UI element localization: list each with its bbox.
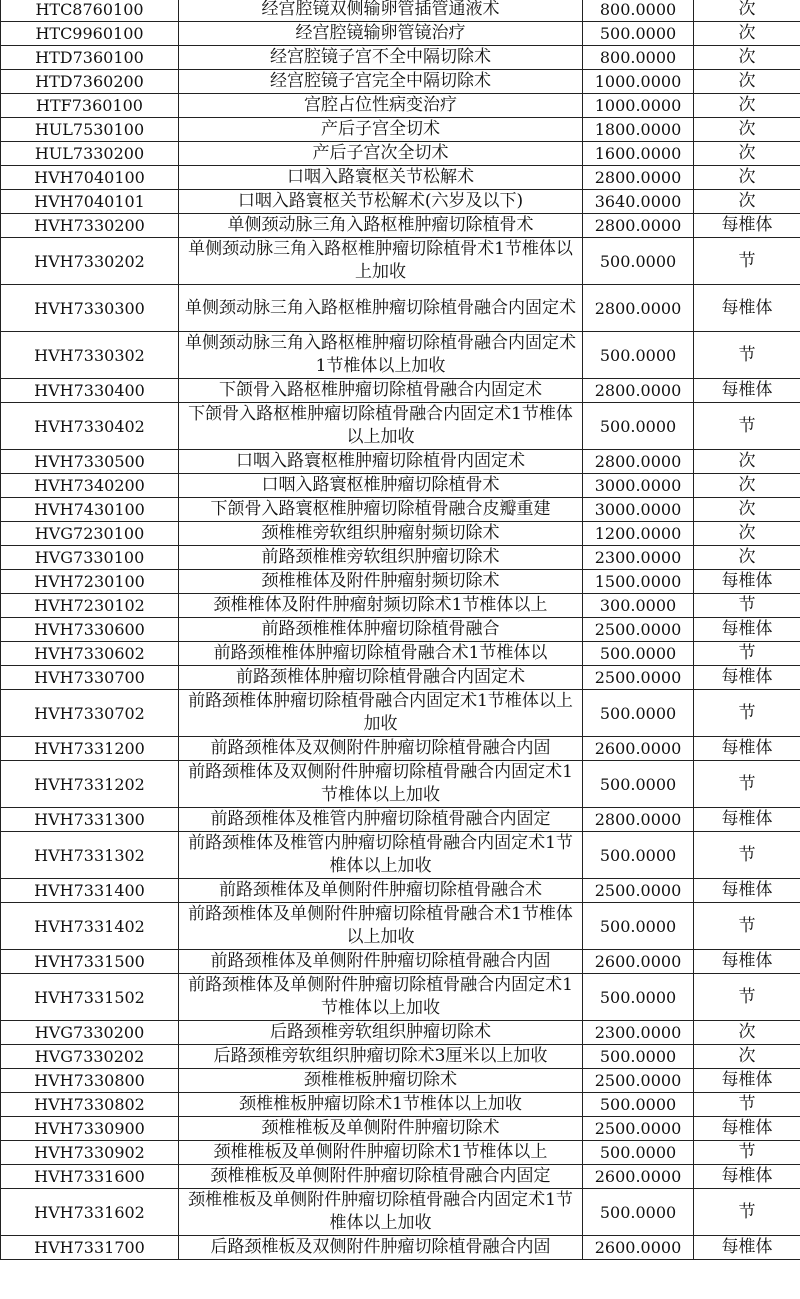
item-code-cell: HVH7430100 bbox=[1, 498, 179, 522]
item-code-cell: HVH7330500 bbox=[1, 450, 179, 474]
item-name-cell: 经宫腔镜输卵管镜治疗 bbox=[179, 22, 583, 46]
item-code-cell: HTD7360100 bbox=[1, 46, 179, 70]
item-unit-cell: 次 bbox=[694, 1021, 800, 1045]
item-unit-cell: 节 bbox=[694, 1189, 800, 1236]
table-row bbox=[1, 1141, 800, 1165]
item-code-cell: HVH7330300 bbox=[1, 285, 179, 332]
item-code-cell: HVH7330400 bbox=[1, 379, 179, 403]
item-name-cell: 颈椎椎体及附件肿瘤射频切除术 bbox=[179, 570, 583, 594]
fee-table-body bbox=[1, 0, 800, 1260]
table-row bbox=[1, 832, 800, 879]
item-name-cell: 单侧颈动脉三角入路枢椎肿瘤切除植骨融合内固定术1节椎体以上加收 bbox=[179, 332, 583, 379]
item-name-cell: 下颌骨入路枢椎肿瘤切除植骨融合内固定术 bbox=[179, 379, 583, 403]
item-code-cell: HVH7330600 bbox=[1, 618, 179, 642]
item-unit-cell: 节 bbox=[694, 832, 800, 879]
item-name-cell: 颈椎椎板及单侧附件肿瘤切除植骨融合内固定术1节椎体以上加收 bbox=[179, 1189, 583, 1236]
item-price-cell: 2800.0000 bbox=[583, 166, 694, 190]
item-code-cell: HVH7331502 bbox=[1, 974, 179, 1021]
item-name-cell: 前路颈椎体及椎管内肿瘤切除植骨融合内固定 bbox=[179, 808, 583, 832]
table-row bbox=[1, 546, 800, 570]
item-code-cell: HVH7330802 bbox=[1, 1093, 179, 1117]
item-price-cell: 500.0000 bbox=[583, 903, 694, 950]
item-price-cell: 2500.0000 bbox=[583, 666, 694, 690]
item-unit-cell: 次 bbox=[694, 22, 800, 46]
item-code-cell: HVG7330202 bbox=[1, 1045, 179, 1069]
item-unit-cell: 节 bbox=[694, 238, 800, 285]
item-unit-cell: 每椎体 bbox=[694, 1117, 800, 1141]
item-code-cell: HVH7331302 bbox=[1, 832, 179, 879]
item-code-cell: HVH7331600 bbox=[1, 1165, 179, 1189]
item-price-cell: 2300.0000 bbox=[583, 546, 694, 570]
table-row bbox=[1, 642, 800, 666]
item-unit-cell: 节 bbox=[694, 332, 800, 379]
table-row bbox=[1, 1021, 800, 1045]
item-code-cell: HVG7330200 bbox=[1, 1021, 179, 1045]
item-price-cell: 2600.0000 bbox=[583, 737, 694, 761]
item-name-cell: 口咽入路寰枢椎肿瘤切除植骨内固定术 bbox=[179, 450, 583, 474]
item-price-cell: 1600.0000 bbox=[583, 142, 694, 166]
item-code-cell: HVH7330702 bbox=[1, 690, 179, 737]
item-unit-cell: 每椎体 bbox=[694, 285, 800, 332]
item-unit-cell: 每椎体 bbox=[694, 570, 800, 594]
item-unit-cell: 每椎体 bbox=[694, 1236, 800, 1260]
table-row bbox=[1, 690, 800, 737]
table-row bbox=[1, 1236, 800, 1260]
item-code-cell: HUL7330200 bbox=[1, 142, 179, 166]
item-price-cell: 3000.0000 bbox=[583, 498, 694, 522]
item-code-cell: HVH7331700 bbox=[1, 1236, 179, 1260]
item-unit-cell: 每椎体 bbox=[694, 618, 800, 642]
item-code-cell: HVH7331300 bbox=[1, 808, 179, 832]
item-name-cell: 口咽入路寰枢关节松解术 bbox=[179, 166, 583, 190]
item-unit-cell: 节 bbox=[694, 403, 800, 450]
item-unit-cell: 节 bbox=[694, 690, 800, 737]
item-unit-cell: 每椎体 bbox=[694, 950, 800, 974]
item-code-cell: HVH7331602 bbox=[1, 1189, 179, 1236]
item-price-cell: 2600.0000 bbox=[583, 1165, 694, 1189]
table-row bbox=[1, 118, 800, 142]
item-code-cell: HVH7330202 bbox=[1, 238, 179, 285]
item-price-cell: 2500.0000 bbox=[583, 879, 694, 903]
item-price-cell: 500.0000 bbox=[583, 761, 694, 808]
item-name-cell: 颈椎椎板及单侧附件肿瘤切除植骨融合内固定 bbox=[179, 1165, 583, 1189]
table-row bbox=[1, 403, 800, 450]
item-code-cell: HVH7330602 bbox=[1, 642, 179, 666]
table-row bbox=[1, 1045, 800, 1069]
item-price-cell: 800.0000 bbox=[583, 46, 694, 70]
item-price-cell: 2300.0000 bbox=[583, 1021, 694, 1045]
item-name-cell: 后路颈椎旁软组织肿瘤切除术3厘米以上加收 bbox=[179, 1045, 583, 1069]
item-price-cell: 300.0000 bbox=[583, 594, 694, 618]
item-name-cell: 后路颈椎旁软组织肿瘤切除术 bbox=[179, 1021, 583, 1045]
item-name-cell: 颈椎椎板及单侧附件肿瘤切除术1节椎体以上 bbox=[179, 1141, 583, 1165]
table-row bbox=[1, 594, 800, 618]
table-row bbox=[1, 379, 800, 403]
table-row bbox=[1, 285, 800, 332]
item-unit-cell: 节 bbox=[694, 642, 800, 666]
item-price-cell: 2800.0000 bbox=[583, 450, 694, 474]
item-unit-cell: 每椎体 bbox=[694, 666, 800, 690]
item-price-cell: 1000.0000 bbox=[583, 70, 694, 94]
item-name-cell: 下颌骨入路寰枢椎肿瘤切除植骨融合皮瓣重建 bbox=[179, 498, 583, 522]
item-unit-cell: 节 bbox=[694, 594, 800, 618]
table-row bbox=[1, 737, 800, 761]
item-code-cell: HVH7331200 bbox=[1, 737, 179, 761]
item-code-cell: HVH7330200 bbox=[1, 214, 179, 238]
item-name-cell: 颈椎椎板及单侧附件肿瘤切除术 bbox=[179, 1117, 583, 1141]
item-code-cell: HVH7330700 bbox=[1, 666, 179, 690]
item-unit-cell: 每椎体 bbox=[694, 214, 800, 238]
item-name-cell: 前路颈椎体及双侧附件肿瘤切除植骨融合内固 bbox=[179, 737, 583, 761]
item-price-cell: 800.0000 bbox=[583, 0, 694, 22]
item-name-cell: 产后子宫次全切术 bbox=[179, 142, 583, 166]
table-row bbox=[1, 474, 800, 498]
item-price-cell: 500.0000 bbox=[583, 22, 694, 46]
item-code-cell: HVH7330800 bbox=[1, 1069, 179, 1093]
item-name-cell: 后路颈椎板及双侧附件肿瘤切除植骨融合内固 bbox=[179, 1236, 583, 1260]
item-name-cell: 颈椎椎旁软组织肿瘤射频切除术 bbox=[179, 522, 583, 546]
item-name-cell: 单侧颈动脉三角入路枢椎肿瘤切除植骨术 bbox=[179, 214, 583, 238]
table-row bbox=[1, 974, 800, 1021]
table-row bbox=[1, 1189, 800, 1236]
item-name-cell: 宫腔占位性病变治疗 bbox=[179, 94, 583, 118]
item-code-cell: HTC9960100 bbox=[1, 22, 179, 46]
table-row bbox=[1, 70, 800, 94]
item-name-cell: 经宫腔镜子宫不全中隔切除术 bbox=[179, 46, 583, 70]
table-row bbox=[1, 190, 800, 214]
item-price-cell: 3000.0000 bbox=[583, 474, 694, 498]
item-unit-cell: 次 bbox=[694, 450, 800, 474]
item-price-cell: 1200.0000 bbox=[583, 522, 694, 546]
item-price-cell: 500.0000 bbox=[583, 832, 694, 879]
table-row bbox=[1, 761, 800, 808]
item-code-cell: HVH7230100 bbox=[1, 570, 179, 594]
item-price-cell: 1800.0000 bbox=[583, 118, 694, 142]
item-name-cell: 前路颈椎椎旁软组织肿瘤切除术 bbox=[179, 546, 583, 570]
table-row bbox=[1, 666, 800, 690]
item-name-cell: 前路颈椎体肿瘤切除植骨融合内固定术1节椎体以上加收 bbox=[179, 690, 583, 737]
item-code-cell: HUL7530100 bbox=[1, 118, 179, 142]
table-row bbox=[1, 808, 800, 832]
item-unit-cell: 次 bbox=[694, 46, 800, 70]
table-row bbox=[1, 1165, 800, 1189]
item-code-cell: HTF7360100 bbox=[1, 94, 179, 118]
item-code-cell: HVH7330902 bbox=[1, 1141, 179, 1165]
item-price-cell: 2800.0000 bbox=[583, 379, 694, 403]
item-code-cell: HVH7331400 bbox=[1, 879, 179, 903]
table-row bbox=[1, 0, 800, 22]
item-name-cell: 颈椎椎体及附件肿瘤射频切除术1节椎体以上 bbox=[179, 594, 583, 618]
item-code-cell: HVH7330402 bbox=[1, 403, 179, 450]
item-price-cell: 1500.0000 bbox=[583, 570, 694, 594]
table-row bbox=[1, 238, 800, 285]
item-code-cell: HVH7330302 bbox=[1, 332, 179, 379]
item-name-cell: 前路颈椎体肿瘤切除植骨融合内固定术 bbox=[179, 666, 583, 690]
item-code-cell: HVH7040101 bbox=[1, 190, 179, 214]
item-name-cell: 单侧颈动脉三角入路枢椎肿瘤切除植骨术1节椎体以上加收 bbox=[179, 238, 583, 285]
item-unit-cell: 每椎体 bbox=[694, 879, 800, 903]
item-code-cell: HVH7340200 bbox=[1, 474, 179, 498]
item-unit-cell: 次 bbox=[694, 94, 800, 118]
item-code-cell: HVH7330900 bbox=[1, 1117, 179, 1141]
item-price-cell: 3640.0000 bbox=[583, 190, 694, 214]
item-price-cell: 500.0000 bbox=[583, 690, 694, 737]
item-price-cell: 2500.0000 bbox=[583, 1069, 694, 1093]
table-row bbox=[1, 22, 800, 46]
item-price-cell: 1000.0000 bbox=[583, 94, 694, 118]
table-row bbox=[1, 950, 800, 974]
item-unit-cell: 次 bbox=[694, 0, 800, 22]
item-price-cell: 500.0000 bbox=[583, 642, 694, 666]
table-row bbox=[1, 903, 800, 950]
item-code-cell: HVG7330100 bbox=[1, 546, 179, 570]
item-price-cell: 2600.0000 bbox=[583, 1236, 694, 1260]
item-name-cell: 前路颈椎体及单侧附件肿瘤切除植骨融合术1节椎体以上加收 bbox=[179, 903, 583, 950]
table-row bbox=[1, 879, 800, 903]
item-unit-cell: 次 bbox=[694, 498, 800, 522]
item-unit-cell: 次 bbox=[694, 166, 800, 190]
item-code-cell: HVH7331202 bbox=[1, 761, 179, 808]
item-price-cell: 500.0000 bbox=[583, 974, 694, 1021]
table-row bbox=[1, 94, 800, 118]
item-price-cell: 500.0000 bbox=[583, 1141, 694, 1165]
table-row bbox=[1, 1069, 800, 1093]
item-unit-cell: 次 bbox=[694, 1045, 800, 1069]
item-unit-cell: 每椎体 bbox=[694, 808, 800, 832]
item-unit-cell: 节 bbox=[694, 974, 800, 1021]
item-name-cell: 颈椎椎板肿瘤切除术 bbox=[179, 1069, 583, 1093]
item-price-cell: 500.0000 bbox=[583, 403, 694, 450]
item-name-cell: 口咽入路寰枢关节松解术(六岁及以下) bbox=[179, 190, 583, 214]
item-unit-cell: 节 bbox=[694, 903, 800, 950]
item-code-cell: HTC8760100 bbox=[1, 0, 179, 22]
item-price-cell: 500.0000 bbox=[583, 238, 694, 285]
item-unit-cell: 每椎体 bbox=[694, 379, 800, 403]
item-price-cell: 500.0000 bbox=[583, 1093, 694, 1117]
item-unit-cell: 每椎体 bbox=[694, 1165, 800, 1189]
table-row bbox=[1, 450, 800, 474]
item-price-cell: 2800.0000 bbox=[583, 214, 694, 238]
item-unit-cell: 每椎体 bbox=[694, 737, 800, 761]
item-price-cell: 500.0000 bbox=[583, 1045, 694, 1069]
item-name-cell: 前路颈椎体及椎管内肿瘤切除植骨融合内固定术1节椎体以上加收 bbox=[179, 832, 583, 879]
table-row bbox=[1, 142, 800, 166]
table-row bbox=[1, 1117, 800, 1141]
item-price-cell: 500.0000 bbox=[583, 1189, 694, 1236]
item-unit-cell: 节 bbox=[694, 761, 800, 808]
item-name-cell: 前路颈椎体及单侧附件肿瘤切除植骨融合内固定术1节椎体以上加收 bbox=[179, 974, 583, 1021]
item-name-cell: 颈椎椎板肿瘤切除术1节椎体以上加收 bbox=[179, 1093, 583, 1117]
item-code-cell: HVH7331402 bbox=[1, 903, 179, 950]
item-unit-cell: 每椎体 bbox=[694, 1069, 800, 1093]
item-name-cell: 前路颈椎椎体肿瘤切除植骨融合 bbox=[179, 618, 583, 642]
item-price-cell: 2500.0000 bbox=[583, 618, 694, 642]
item-unit-cell: 次 bbox=[694, 546, 800, 570]
table-row bbox=[1, 166, 800, 190]
item-unit-cell: 次 bbox=[694, 190, 800, 214]
item-name-cell: 口咽入路寰枢椎肿瘤切除植骨术 bbox=[179, 474, 583, 498]
table-row bbox=[1, 332, 800, 379]
table-row bbox=[1, 498, 800, 522]
item-code-cell: HVH7230102 bbox=[1, 594, 179, 618]
item-unit-cell: 次 bbox=[694, 474, 800, 498]
table-row bbox=[1, 46, 800, 70]
table-row bbox=[1, 1093, 800, 1117]
item-price-cell: 2800.0000 bbox=[583, 285, 694, 332]
item-price-cell: 500.0000 bbox=[583, 332, 694, 379]
item-unit-cell: 次 bbox=[694, 142, 800, 166]
item-name-cell: 前路颈椎体及单侧附件肿瘤切除植骨融合内固 bbox=[179, 950, 583, 974]
item-price-cell: 2600.0000 bbox=[583, 950, 694, 974]
item-name-cell: 单侧颈动脉三角入路枢椎肿瘤切除植骨融合内固定术 bbox=[179, 285, 583, 332]
item-name-cell: 产后子宫全切术 bbox=[179, 118, 583, 142]
item-code-cell: HVH7040100 bbox=[1, 166, 179, 190]
item-unit-cell: 次 bbox=[694, 70, 800, 94]
table-row bbox=[1, 522, 800, 546]
item-name-cell: 经宫腔镜子宫完全中隔切除术 bbox=[179, 70, 583, 94]
table-row bbox=[1, 214, 800, 238]
item-unit-cell: 次 bbox=[694, 118, 800, 142]
table-row bbox=[1, 618, 800, 642]
item-unit-cell: 节 bbox=[694, 1141, 800, 1165]
item-name-cell: 前路颈椎椎体肿瘤切除植骨融合术1节椎体以 bbox=[179, 642, 583, 666]
table-row bbox=[1, 570, 800, 594]
item-price-cell: 2500.0000 bbox=[583, 1117, 694, 1141]
item-unit-cell: 节 bbox=[694, 1093, 800, 1117]
item-name-cell: 前路颈椎体及单侧附件肿瘤切除植骨融合术 bbox=[179, 879, 583, 903]
item-price-cell: 2800.0000 bbox=[583, 808, 694, 832]
item-name-cell: 前路颈椎体及双侧附件肿瘤切除植骨融合内固定术1节椎体以上加收 bbox=[179, 761, 583, 808]
item-name-cell: 下颌骨入路枢椎肿瘤切除植骨融合内固定术1节椎体以上加收 bbox=[179, 403, 583, 450]
item-name-cell: 经宫腔镜双侧输卵管插管通液术 bbox=[179, 0, 583, 22]
item-unit-cell: 次 bbox=[694, 522, 800, 546]
item-code-cell: HVH7331500 bbox=[1, 950, 179, 974]
item-code-cell: HTD7360200 bbox=[1, 70, 179, 94]
item-code-cell: HVG7230100 bbox=[1, 522, 179, 546]
